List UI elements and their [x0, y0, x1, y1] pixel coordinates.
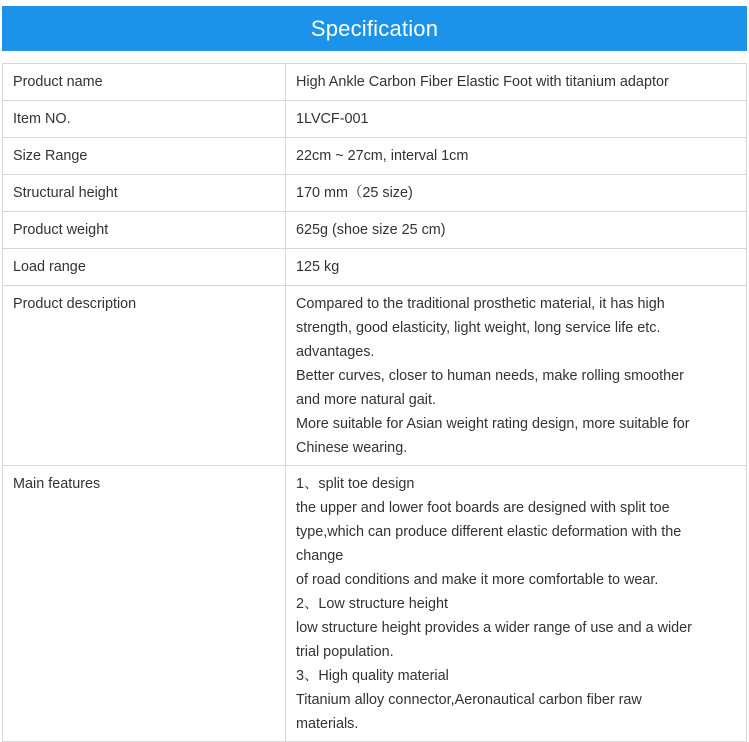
table-row-product-description	[3, 286, 747, 466]
table-row-product-name	[3, 64, 747, 101]
value-line: the upper and lower foot boards are designed with split toe	[296, 500, 670, 516]
value-line: of road conditions and make it more comfortable to wear.	[296, 572, 659, 588]
value-line: type,which can produce different elastic deformation with the	[296, 524, 682, 540]
value-line: 170 mm（25 size)	[296, 185, 413, 201]
row-value	[286, 249, 747, 286]
table-row-item-no	[3, 101, 747, 138]
row-label: Product name	[3, 64, 286, 101]
row-label: Item NO.	[3, 101, 286, 138]
value-line: 3、High quality material	[296, 668, 449, 684]
spec-header	[2, 6, 747, 51]
value-line: 625g (shoe size 25 cm)	[296, 222, 446, 238]
row-label: Load range	[3, 249, 286, 286]
row-label: Product weight	[3, 212, 286, 249]
row-label: Product description	[3, 286, 286, 466]
value-line: 125 kg	[296, 259, 340, 275]
value-line: trial population.	[296, 644, 394, 660]
value-line: High Ankle Carbon Fiber Elastic Foot with titanium adaptor	[296, 74, 669, 90]
row-value	[286, 175, 747, 212]
table-row-load-range	[3, 249, 747, 286]
value-line: and more natural gait.	[296, 392, 436, 408]
value-line: 2、Low structure height	[296, 596, 448, 612]
value-line: strength, good elasticity, light weight, long service life etc.	[296, 320, 661, 336]
value-line: Compared to the traditional prosthetic material, it has high	[296, 296, 665, 312]
row-value	[286, 101, 747, 138]
value-line: Titanium alloy connector,Aeronautical carbon fiber raw	[296, 692, 642, 708]
spec-table	[2, 63, 747, 742]
value-line: More suitable for Asian weight rating design, more suitable for	[296, 416, 690, 432]
row-value	[286, 466, 747, 742]
value-line: low structure height provides a wider range of use and a wider	[296, 620, 692, 636]
row-value	[286, 138, 747, 175]
row-value	[286, 212, 747, 249]
table-row-structural-height	[3, 175, 747, 212]
table-row-size-range	[3, 138, 747, 175]
row-value	[286, 286, 747, 466]
value-line: 1LVCF-001	[296, 111, 369, 127]
value-line: materials.	[296, 716, 359, 732]
table-row-main-features	[3, 466, 747, 742]
value-line: advantages.	[296, 344, 375, 360]
value-line: change	[296, 548, 344, 564]
spec-title: Specification	[310, 15, 439, 41]
value-line: Chinese wearing.	[296, 440, 408, 456]
row-label: Size Range	[3, 138, 286, 175]
row-value	[286, 64, 747, 101]
value-line: Better curves, closer to human needs, make rolling smoother	[296, 368, 684, 384]
value-line: 1、split toe design	[296, 476, 415, 492]
row-label: Main features	[3, 466, 286, 742]
row-label: Structural height	[3, 175, 286, 212]
table-row-product-weight	[3, 212, 747, 249]
value-line: 22cm ~ 27cm, interval 1cm	[296, 148, 469, 164]
